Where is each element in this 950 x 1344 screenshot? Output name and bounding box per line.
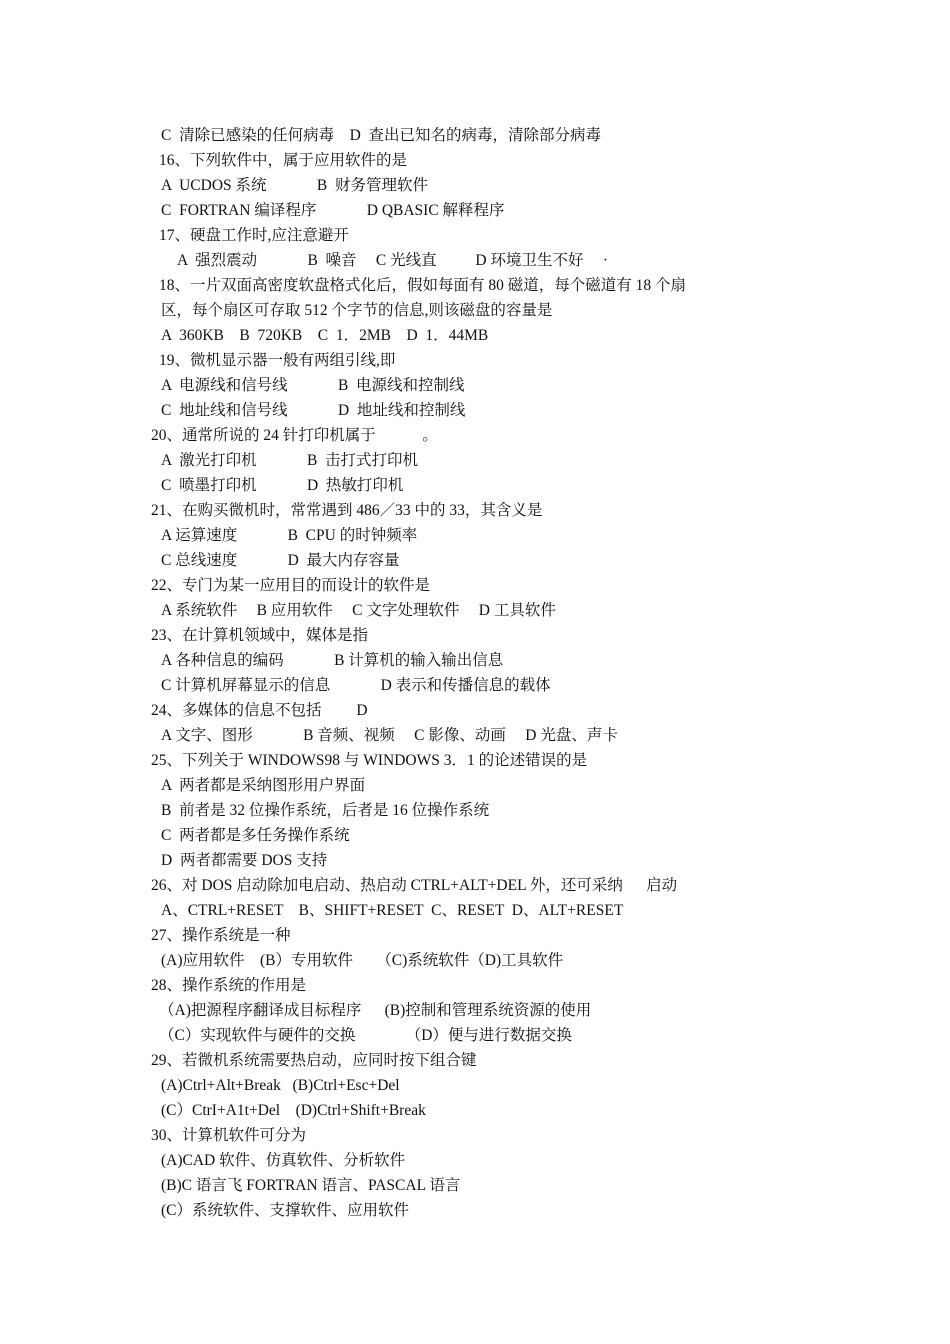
option-line: A 两者都是采纳图形用户界面: [161, 777, 366, 794]
question-21: 21、在购买微机时，常常遇到 486／33 中的 33，其含义是: [151, 502, 543, 519]
question-24: 24、多媒体的信息不包括 D: [151, 702, 368, 719]
option-line: (C）系统软件、支撑软件、应用软件: [161, 1202, 410, 1219]
question-16: 16、下列软件中，属于应用软件的是: [159, 152, 408, 169]
question-18: 18、一片双面高密度软盘格式化后，假如每面有 80 磁道，每个磁道有 18 个扇: [159, 277, 687, 294]
option-line: A 各种信息的编码 B 计算机的输入输出信息: [161, 652, 504, 669]
question-19: 19、微机显示器一般有两组引线,即: [159, 352, 396, 369]
question-18-cont: 区，每个扇区可存取 512 个字节的信息,则该磁盘的容量是: [161, 302, 553, 319]
option-line: A UCDOS 系统 B 财务管理软件: [161, 177, 428, 194]
option-line: C 地址线和信号线 D 地址线和控制线: [161, 402, 466, 419]
option-line: A 运算速度 B CPU 的时钟频率: [161, 527, 418, 544]
question-20: 20、通常所说的 24 针打印机属于 。: [151, 427, 438, 444]
option-line: （A)把源程序翻译成目标程序 (B)控制和管理系统资源的使用: [159, 1002, 592, 1019]
option-line: A 文字、图形 B 音频、视频 C 影像、动画 D 光盘、声卡: [161, 727, 618, 744]
option-line: （C）实现软件与硬件的交换 （D）便与进行数据交换: [159, 1027, 572, 1044]
option-line: C 计算机屏幕显示的信息 D 表示和传播信息的载体: [161, 677, 551, 694]
option-line: C 总线速度 D 最大内存容量: [161, 552, 400, 569]
option-line: C FORTRAN 编译程序 D QBASIC 解释程序: [161, 202, 505, 219]
question-29: 29、若微机系统需要热启动，应同时按下组合键: [151, 1052, 477, 1069]
option-line: C 喷墨打印机 D 热敏打印机: [161, 477, 404, 494]
option-line: A 系统软件 B 应用软件 C 文字处理软件 D 工具软件: [161, 602, 556, 619]
question-27: 27、操作系统是一种: [151, 927, 291, 944]
question-28: 28、操作系统的作用是: [151, 977, 307, 994]
option-line: A 激光打印机 B 击打式打印机: [161, 452, 419, 469]
option-line: A 强烈震动 B 噪音 C 光线直 D 环境卫生不好 ·: [177, 252, 608, 269]
option-line: C 两者都是多任务操作系统: [161, 827, 350, 844]
option-line: (A)应用软件 (B）专用软件 （C)系统软件（D)工具软件: [161, 952, 564, 969]
option-line: B 前者是 32 位操作系统，后者是 16 位操作系统: [161, 802, 490, 819]
question-30: 30、计算机软件可分为: [151, 1127, 307, 1144]
option-line: D 两者都需要 DOS 支持: [161, 852, 328, 869]
option-line: (A)Ctrl+Alt+Break (B)Ctrl+Esc+Del: [161, 1077, 400, 1094]
option-line: A、CTRL+RESET B、SHIFT+RESET C、RESET D、ALT+RESET: [161, 902, 624, 919]
question-22: 22、专门为某一应用目的而设计的软件是: [151, 577, 431, 594]
option-line: A 360KB B 720KB C 1．2MB D 1．44MB: [161, 327, 489, 344]
option-line: (A)CAD 软件、仿真软件、分析软件: [161, 1152, 406, 1169]
option-line: C 清除已感染的任何病毒 D 查出已知名的病毒，清除部分病毒: [161, 127, 602, 144]
option-line: (B)C 语言飞 FORTRAN 语言、PASCAL 语言: [161, 1177, 461, 1194]
question-26: 26、对 DOS 启动除加电启动、热启动 CTRL+ALT+DEL 外，还可采纳 启动: [151, 877, 678, 894]
question-25: 25、下列关于 WINDOWS98 与 WINDOWS 3．1 的论述错误的是: [151, 752, 588, 769]
option-line: (C）CtrI+A1t+Del (D)Ctrl+Shift+Break: [161, 1102, 426, 1119]
question-23: 23、在计算机领域中，媒体是指: [151, 627, 369, 644]
question-17: 17、硬盘工作时,应注意避开: [159, 227, 349, 244]
option-line: A 电源线和信号线 B 电源线和控制线: [161, 377, 465, 394]
